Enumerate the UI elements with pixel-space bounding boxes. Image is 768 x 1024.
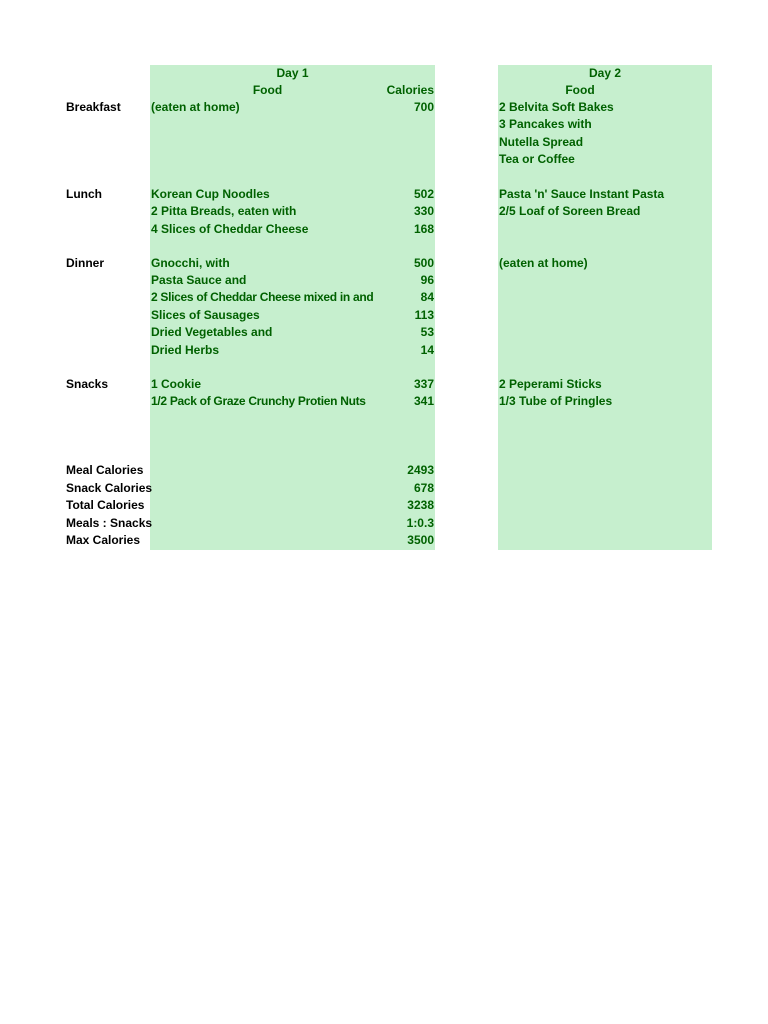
day1-breakfast-food: (eaten at home) [151, 100, 240, 114]
day1-dinner-calories: 96 [420, 273, 434, 287]
day2-lunch-food: 2/5 Loaf of Soreen Bread [499, 204, 641, 218]
day1-lunch-calories: 502 [413, 187, 434, 201]
day1-dinner-food: Gnocchi, with [151, 256, 230, 270]
day1-total-calories: 3238 [407, 498, 434, 512]
day2-food-header: Food [565, 83, 595, 97]
day1-dinner-food: 2 Slices of Cheddar Cheese mixed in and [151, 290, 374, 304]
label-lunch: Lunch [66, 187, 102, 201]
label-dinner: Dinner [66, 256, 105, 270]
day2-breakfast-food: 3 Pancakes with [499, 117, 592, 131]
label-snacks: Snacks [66, 377, 109, 391]
day1-breakfast-calories: 700 [413, 100, 434, 114]
day2-breakfast-food: Nutella Spread [499, 135, 584, 149]
label-breakfast: Breakfast [66, 100, 121, 114]
day2-snack-food: 1/3 Tube of Pringles [499, 394, 613, 408]
day2-dinner-food: (eaten at home) [499, 256, 588, 270]
day1-snack-food: 1/2 Pack of Graze Crunchy Protien Nuts [151, 394, 366, 408]
day1-lunch-food: 4 Slices of Cheddar Cheese [151, 222, 309, 236]
label-meals-snacks: Meals : Snacks [66, 516, 153, 530]
day2-breakfast-food: 2 Belvita Soft Bakes [499, 100, 614, 114]
day1-dinner-calories: 84 [420, 290, 434, 304]
day1-meals-snacks-ratio: 1:0.3 [406, 516, 434, 530]
day1-calories-header: Calories [386, 83, 434, 97]
label-total-calories: Total Calories [66, 498, 145, 512]
day1-dinner-food: Dried Herbs [151, 343, 220, 357]
day1-dinner-calories: 53 [420, 325, 434, 339]
day1-lunch-calories: 168 [413, 222, 434, 236]
day1-dinner-food: Dried Vegetables and [151, 325, 273, 339]
day1-snack-food: 1 Cookie [151, 377, 202, 391]
day1-dinner-calories: 500 [413, 256, 434, 270]
day1-snack-calories: 337 [413, 377, 434, 391]
day2-lunch-food: Pasta 'n' Sauce Instant Pasta [499, 187, 665, 201]
day1-dinner-food: Pasta Sauce and [151, 273, 247, 287]
day1-title: Day 1 [276, 66, 309, 80]
day1-lunch-food: Korean Cup Noodles [151, 187, 270, 201]
label-meal-calories: Meal Calories [66, 463, 144, 477]
day2-title: Day 2 [588, 66, 622, 80]
day1-snack-calories-total: 678 [413, 481, 434, 495]
day1-dinner-calories: 113 [414, 308, 434, 322]
day1-snack-calories: 341 [413, 394, 434, 408]
day1-food-header: Food [252, 83, 283, 97]
day1-dinner-food: Slices of Sausages [151, 308, 260, 322]
day1-meal-calories: 2493 [407, 463, 434, 477]
label-snack-calories: Snack Calories [66, 481, 153, 495]
day2-breakfast-food: Tea or Coffee [499, 152, 575, 166]
day1-lunch-calories: 330 [413, 204, 434, 218]
day1-lunch-food: 2 Pitta Breads, eaten with [151, 204, 297, 218]
day2-snack-food: 2 Peperami Sticks [499, 377, 602, 391]
label-max-calories: Max Calories [66, 533, 141, 547]
day1-dinner-calories: 14 [420, 343, 434, 357]
day1-max-calories: 3500 [407, 533, 434, 547]
